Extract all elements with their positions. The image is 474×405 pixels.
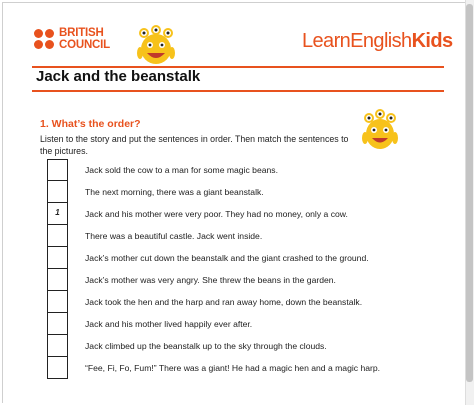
sentence-text: Jack’s mother was very angry. She threw the beans in the garden. — [85, 275, 336, 285]
sentence-row — [47, 313, 427, 335]
section-title: 1. What’s the order? — [40, 118, 141, 130]
sentence-text: There was a beautiful castle. Jack went inside. — [85, 231, 263, 241]
sentence-row — [47, 247, 427, 269]
sentence-row — [47, 181, 427, 203]
sentence-row — [47, 203, 427, 225]
yellow-monster-icon — [358, 106, 402, 152]
worksheet-title: Jack and the beanstalk — [36, 68, 201, 85]
order-number-box[interactable]: 1 — [47, 203, 68, 225]
sentence-text: Jack and his mother were very poor. They had no money, only a cow. — [85, 209, 348, 219]
sentence-row — [47, 269, 427, 291]
british-council-dots-icon — [34, 29, 56, 51]
vertical-scrollbar[interactable] — [465, 0, 474, 405]
sentence-text: Jack climbed up the beanstalk up to the sky through the clouds. — [85, 341, 327, 351]
learnenglish-kids-logo — [302, 30, 453, 53]
british-council-logo — [34, 26, 124, 62]
title-rule-bottom — [32, 90, 444, 92]
order-number-box[interactable] — [47, 159, 68, 181]
ordering-list — [47, 159, 427, 379]
sentence-row — [47, 225, 427, 247]
sentence-row — [47, 335, 427, 357]
order-number-box[interactable] — [47, 225, 68, 247]
sentence-text: Jack’s mother cut down the beanstalk and the giant crashed to the ground. — [85, 253, 369, 263]
sentence-text: Jack sold the cow to a man for some magic beans. — [85, 165, 278, 175]
order-number-box[interactable] — [47, 181, 68, 203]
learnenglish-text: LearnEnglish — [302, 30, 412, 52]
order-number-box[interactable] — [47, 335, 68, 357]
order-number-box[interactable] — [47, 247, 68, 269]
sentence-text: The next morning, there was a giant beanstalk. — [85, 187, 264, 197]
page-header — [22, 18, 452, 66]
kids-text: Kids — [411, 30, 453, 52]
bc-line-1: BRITISH — [59, 27, 104, 39]
order-number-box[interactable] — [47, 269, 68, 291]
instructions-text: Listen to the story and put the sentences in order. Then match the sentences to the pictures. — [40, 134, 349, 156]
bc-line-2: COUNCIL — [59, 39, 110, 51]
sentence-row — [47, 291, 427, 313]
order-number-box[interactable] — [47, 313, 68, 335]
order-number-box[interactable] — [47, 291, 68, 313]
sentence-row — [47, 159, 427, 181]
british-council-wordmark — [59, 27, 110, 51]
scrollbar-thumb[interactable] — [466, 4, 473, 382]
sentence-text: “Fee, Fi, Fo, Fum!” There was a giant! He had a magic hen and a magic harp. — [85, 363, 381, 373]
sentence-text: Jack took the hen and the harp and ran away home, down the beanstalk. — [85, 297, 363, 307]
sentence-text: Jack and his mother lived happily ever after. — [85, 319, 253, 329]
yellow-monster-icon — [132, 23, 180, 67]
sentence-row — [47, 357, 427, 379]
order-number-box[interactable] — [47, 357, 68, 379]
